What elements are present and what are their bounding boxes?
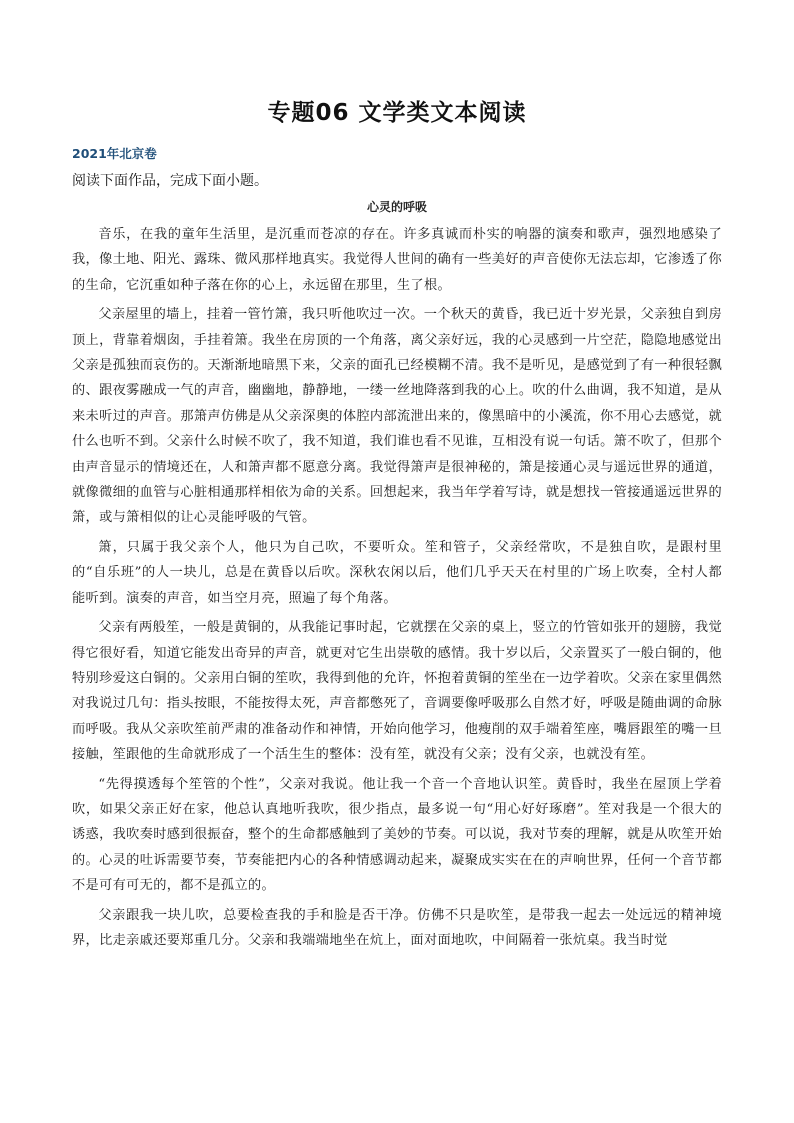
paragraph: 父亲跟我一块儿吹，总要检查我的手和脸是否干净。仿佛不只是吹笙，是带我一起去一处远远的精神境界，比走亲戚还要郑重几分。父亲和我端端地坐在炕上，面对面地吹，中间隔着一张炕桌。我当时觉 [72, 907, 722, 948]
instruction-text: 阅读下面作品，完成下面小题。 [72, 173, 268, 189]
paragraph: 父亲有两般笙，一般是黄铜的，从我能记事时起，它就摆在父亲的桌上，竖立的竹管如张开的翅膀，我觉得它很好看，知道它能发出奇异的声音，就更对它生出崇敬的感情。我十岁以后，父亲置买了一般白铜的，他特别珍爱这白铜的。父亲用白铜的笙吹，我得到他的允许，怀抱着黄铜的笙坐在一边学着吹。父亲在家里偶然对我说过几句：指头按眼，不能按得太死，声音都憋死了，音调要像呼吸那么自然才好，呼吸是随曲调的命脉而呼吸。我从父亲吹笙前严肃的准备动作和神情，开始向他学习，他瘦削的双手端着笙座，嘴唇跟笙的嘴一旦接触，笙跟他的生命就形成了一个活生生的整体：没有笙，就没有父亲；没有父亲，也就没有笙。 [72, 620, 722, 763]
article-body [72, 222, 722, 957]
paragraph: “先得摸透每个笙管的个性”，父亲对我说。他让我一个音一个音地认识笙。黄昏时，我坐在屋顶上学着吹，如果父亲正好在家，他总认真地听我吹，很少指点，最多说一句“用心好好琢磨”。笙对我是一个很大的诱惑，我吹奏时感到很振奋，整个的生命都感触到了美妙的节奏。可以说，我对节奏的理解，就是从吹笙开始的。心灵的吐诉需要节奏，节奏能把内心的各种情感调动起来，凝聚成实实在在的声响世界，任何一个音节都不是可有可无的，都不是孤立的。 [72, 776, 722, 894]
document-title: 专题06 文学类文本阅读 [267, 100, 527, 126]
paragraph: 箫，只属于我父亲个人，他只为自己吹，不要听众。笙和管子，父亲经常吹，不是独自吹，是跟村里的“自乐班”的人一块儿，总是在黄昏以后吹。深秋农闲以后，他们几乎天天在村里的广场上吹奏，全村人都能听到。演奏的声音，如当空月亮，照遍了每个角落。 [72, 539, 722, 606]
paragraph: 父亲屋里的墙上，挂着一管竹箫，我只听他吹过一次。一个秋天的黄昏，我已近十岁光景，父亲独自到房顶上，背靠着烟囱，手挂着箫。我坐在房顶的一个角落，离父亲好远，我的心灵感到一片空茫，隐隐地感觉出父亲是孤独而哀伤的。天渐渐地暗黑下来，父亲的面孔已经模糊不清。我不是听见，是感觉到了有一种很轻飘的、跟夜雾融成一气的声音，幽幽地，静静地，一缕一丝地降落到我的心上。吹的什么曲调，我不知道，是从来未听过的声音。那箫声仿佛是从父亲深奥的体腔内部流泄出来的，像黑暗中的小溪流，你不用心去感觉，就什么也听不到。父亲什么时候不吹了，我不知道，我们谁也看不见谁，互相没有说一句话。箫不吹了，但那个由声音显示的情境还在，人和箫声都不愿意分离。我觉得箫声是很神秘的，箫是接通心灵与遥远世界的通道，就像微细的血管与心脏相通那样相依为命的关系。回想起来，我当年学着写诗，就是想找一管接通遥远世界的箫，或与箫相似的让心灵能呼吸的气管。 [72, 307, 722, 526]
article-title: 心灵的呼吸 [366, 200, 427, 214]
paragraph: 音乐，在我的童年生活里，是沉重而苍凉的存在。许多真诚而朴实的响器的演奏和歌声，强烈地感染了我，像土地、阳光、露珠、微风那样地真实。我觉得人世间的确有一些美好的声音使你无法忘却，它渗透了你的生命，它沉重如种子落在你的心上，永远留在那里，生了根。 [72, 227, 722, 293]
section-heading: 2021年北京卷 [72, 146, 157, 161]
